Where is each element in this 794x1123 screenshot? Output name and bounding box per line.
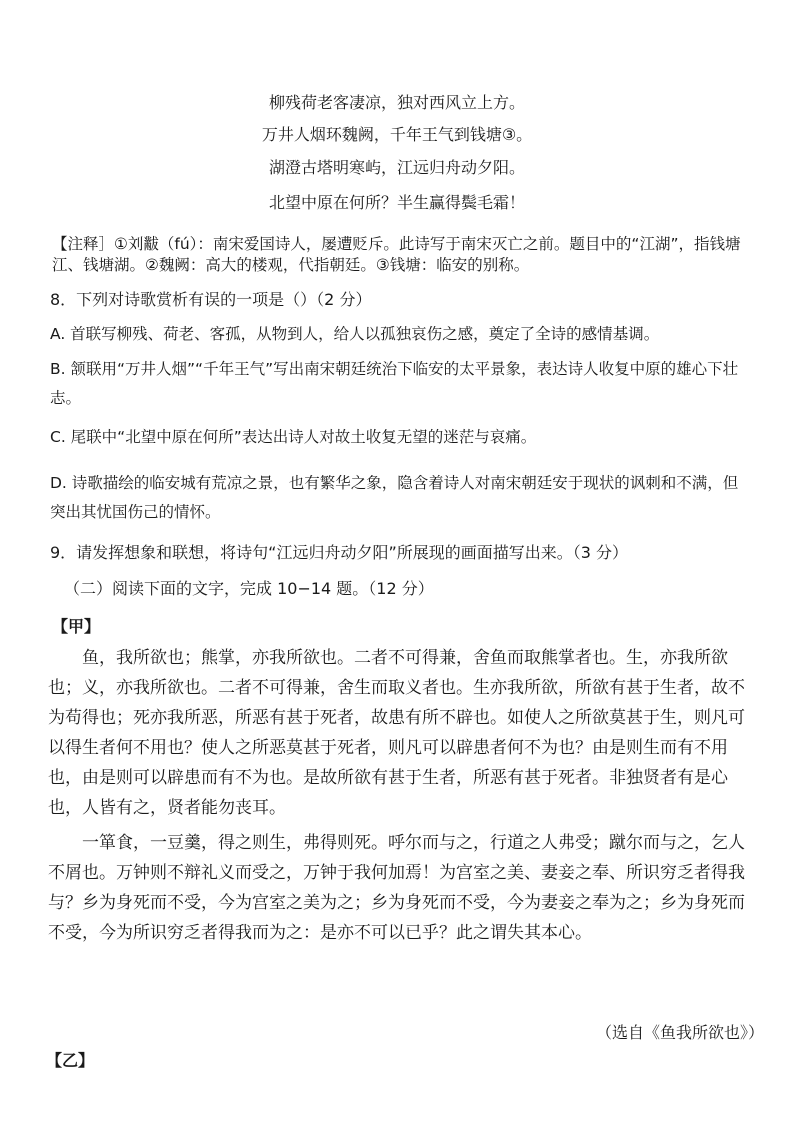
question-8-stem: 8．下列对诗歌赏析有误的一项是（）（2 分） bbox=[50, 290, 372, 309]
passage-jia-label: 【甲】 bbox=[52, 617, 101, 636]
question-9: 9．请发挥想象和联想，将诗句“江远归舟动夕阳”所展现的画面描写出来。（3 分） bbox=[50, 543, 629, 562]
passage-yi-label: 【乙】 bbox=[46, 1051, 95, 1070]
question-8-option-a: A. 首联写柳残、荷老、客孤，从物到人，给人以孤独哀伤之感，奠定了全诗的感情基调。 bbox=[50, 325, 660, 343]
poem-line-1: 柳残荷老客凄凉，独对西风立上方。 bbox=[268, 93, 525, 112]
question-8-option-d: D. 诗歌描绘的临安城有荒凉之景，也有繁华之象，隐含着诗人对南宋朝廷安于现状的讽刺和不满，但突出其忧国伤己的情怀。 bbox=[50, 474, 739, 521]
passage-jia-paragraph-2: 一箪食，一豆羹，得之则生，弗得则死。呼尔而与之，行道之人弗受；蹴尔而与之，乞人不屑也。万钟则不辩礼义而受之，万钟于我何加焉！为宫室之美、妻妾之奉、所识穷乏者得我与？乡为身死而不受，今为宫室之美为之；乡为身死而不受，今为妻妾之奉为之；乡为身死而不受，今为所识穷乏者得我而为之：是亦不可以已乎？此之谓失其本心。 bbox=[48, 833, 745, 943]
poem-line-2: 万井人烟环魏阙，千年王气到钱塘③。 bbox=[261, 125, 533, 144]
annotation-note: 【注释］①刘黻（fú）：南宋爱国诗人，屡遭贬斥。此诗写于南宋灭亡之前。题目中的“江湖”，指钱塘江、钱塘湖。②魏阙：高大的楼观，代指朝廷。③钱塘：临安的别称。 bbox=[52, 235, 741, 274]
poem-line-4: 北望中原在何所？半生赢得鬓毛霜！ bbox=[268, 193, 525, 212]
question-8-option-b: B. 颔联用“万井人烟”“千年王气”写出南宋朝廷统治下临安的太平景象，表达诗人收复中原的雄心下壮志。 bbox=[50, 360, 739, 407]
section-two-heading: （二）阅读下面的文字，完成 10−14 题。（12 分） bbox=[64, 579, 434, 598]
passage-source: （选自《鱼我所欲也》） bbox=[595, 1023, 764, 1042]
passage-jia-paragraph-1: 鱼，我所欲也；熊掌，亦我所欲也。二者不可得兼，舍鱼而取熊掌者也。生，亦我所欲也；义，亦我所欲也。二者不可得兼，舍生而取义者也。生亦我所欲，所欲有甚于生者，故不为苟得也；死亦我所恶，所恶有甚于死者，故患有所不辟也。如使人之所欲莫甚于生，则凡可以得生者何不用也？使人之所恶莫甚于死者，则凡可以辟患者何不为也？由是则生而有不用也，由是则可以辟患而有不为也。是故所欲有甚于生者，所恶有甚于死者。非独贤者有是心也，人皆有之，贤者能勿丧耳。 bbox=[48, 648, 745, 818]
poem-line-3: 湖澄古塔明寒屿，江远归舟动夕阳。 bbox=[268, 158, 525, 177]
question-8-option-c: C. 尾联中“北望中原在何所”表达出诗人对故土收复无望的迷茫与哀痛。 bbox=[50, 428, 537, 446]
